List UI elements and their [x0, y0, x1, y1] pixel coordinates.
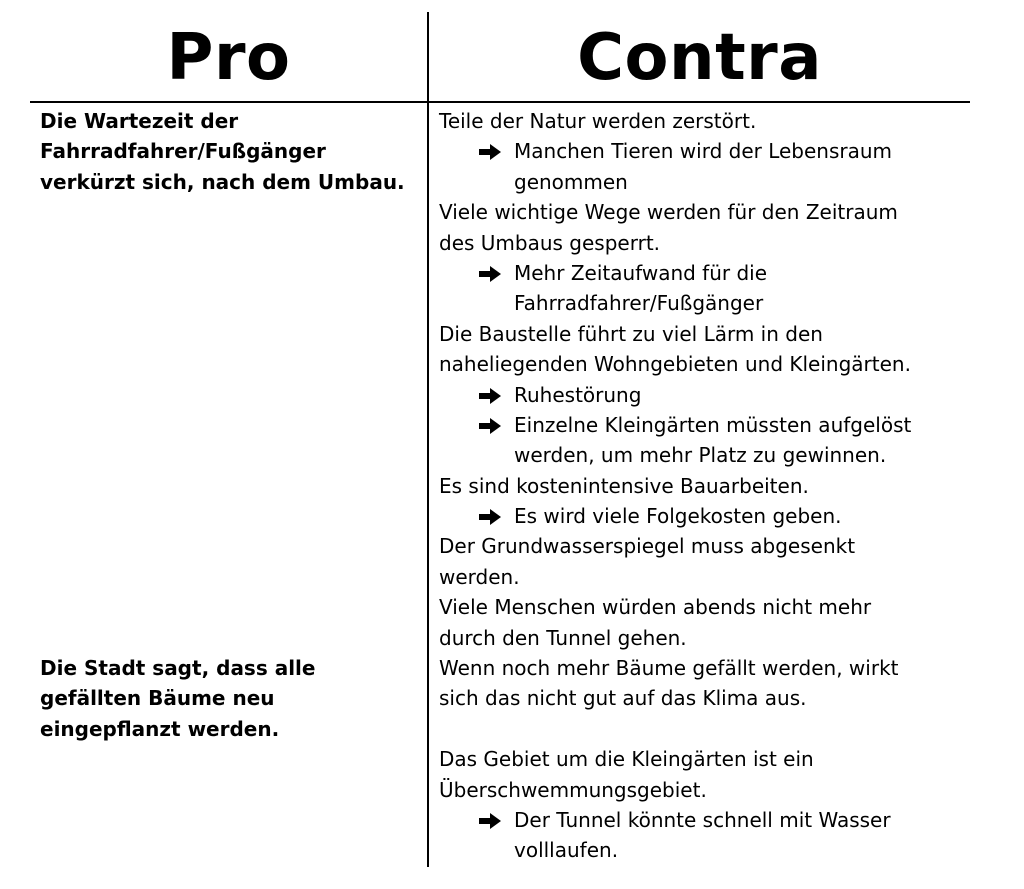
spacer: [40, 501, 420, 531]
contra-text-line: Wenn noch mehr Bäume gefällt werden, wirkt: [439, 656, 899, 681]
contra-text-line: Die Baustelle führt zu viel Lärm in den: [439, 321, 823, 346]
spacer: [40, 471, 420, 501]
contra-bullet-continuation: [439, 835, 979, 865]
contra-text-line: Überschwemmungsgebiet.: [439, 777, 707, 802]
spacer: [40, 531, 420, 561]
spacer: [40, 592, 420, 622]
spacer: [40, 410, 420, 440]
pro-text-line: verkürzt sich, nach dem Umbau.: [40, 169, 405, 194]
contra-text-line: Viele Menschen würden abends nicht mehr: [439, 595, 872, 620]
pro-text-line: gefällten Bäume neu: [40, 686, 275, 711]
spacer: [40, 380, 420, 410]
spacer: [40, 319, 420, 349]
bullet-text: Manchen Tieren wird der Lebensraum: [514, 139, 893, 164]
bullet-text: Es wird viele Folgekosten geben.: [514, 504, 842, 529]
bullet-text: genommen: [514, 169, 628, 194]
contra-bullet-item: [439, 805, 979, 835]
spacer: [40, 197, 420, 227]
contra-text-line: durch den Tunnel gehen.: [439, 625, 687, 650]
arrow-right-icon: [479, 805, 503, 835]
contra-bullet-item: [439, 380, 979, 410]
contra-text-line: sich das nicht gut auf das Klima aus.: [439, 686, 807, 711]
contra-bullet-continuation: [439, 167, 979, 197]
spacer: [439, 714, 979, 744]
contra-text-line: werden.: [439, 564, 520, 589]
arrow-right-icon: [479, 501, 503, 531]
arrow-right-icon: [479, 410, 503, 440]
contra-bullet-continuation: [439, 288, 979, 318]
bullet-text: volllaufen.: [514, 838, 619, 863]
contra-text-line: Es sind kostenintensive Bauarbeiten.: [439, 473, 809, 498]
pro-text-line: Fahrradfahrer/Fußgänger: [40, 139, 326, 164]
arrow-right-icon: [479, 136, 503, 166]
contra-text-line: naheliegenden Wohngebieten und Kleingärten.: [439, 352, 911, 377]
pro-header: Pro: [166, 21, 291, 95]
bullet-text: Ruhestörung: [514, 382, 642, 407]
contra-text-line: Viele wichtige Wege werden für den Zeitraum: [439, 200, 898, 225]
bullet-text: werden, um mehr Platz zu gewinnen.: [514, 443, 887, 468]
contra-bullet-item: [439, 258, 979, 288]
contra-bullet-item: [439, 501, 979, 531]
spacer: [40, 258, 420, 288]
spacer: [40, 228, 420, 258]
contra-text-line: des Umbaus gesperrt.: [439, 230, 661, 255]
contra-text-line: Das Gebiet um die Kleingärten ist ein: [439, 747, 814, 772]
contra-header: Contra: [577, 21, 822, 95]
bullet-text: Einzelne Kleingärten müssten aufgelöst: [514, 412, 912, 437]
header-rule: [30, 101, 970, 103]
bullet-text: Der Tunnel könnte schnell mit Wasser: [514, 807, 891, 832]
spacer: [40, 562, 420, 592]
contra-column: [439, 106, 979, 866]
contra-bullet-continuation: [439, 440, 979, 470]
contra-bullet-item: [439, 410, 979, 440]
pro-text-line: Die Stadt sagt, dass alle: [40, 656, 316, 681]
spacer: [40, 288, 420, 318]
contra-bullet-item: [439, 136, 979, 166]
bullet-text: Fahrradfahrer/Fußgänger: [514, 291, 764, 316]
spacer: [40, 440, 420, 470]
arrow-right-icon: [479, 258, 503, 288]
column-divider: [427, 12, 429, 867]
arrow-right-icon: [479, 380, 503, 410]
pro-text-line: eingepflanzt werden.: [40, 716, 280, 741]
spacer: [40, 623, 420, 653]
pro-column: [40, 106, 420, 744]
contra-text-line: Der Grundwasserspiegel muss abgesenkt: [439, 534, 856, 559]
bullet-text: Mehr Zeitaufwand für die: [514, 260, 768, 285]
pro-text-line: Die Wartezeit der: [40, 109, 239, 133]
contra-text-line: Teile der Natur werden zerstört.: [439, 109, 757, 133]
spacer: [40, 349, 420, 379]
